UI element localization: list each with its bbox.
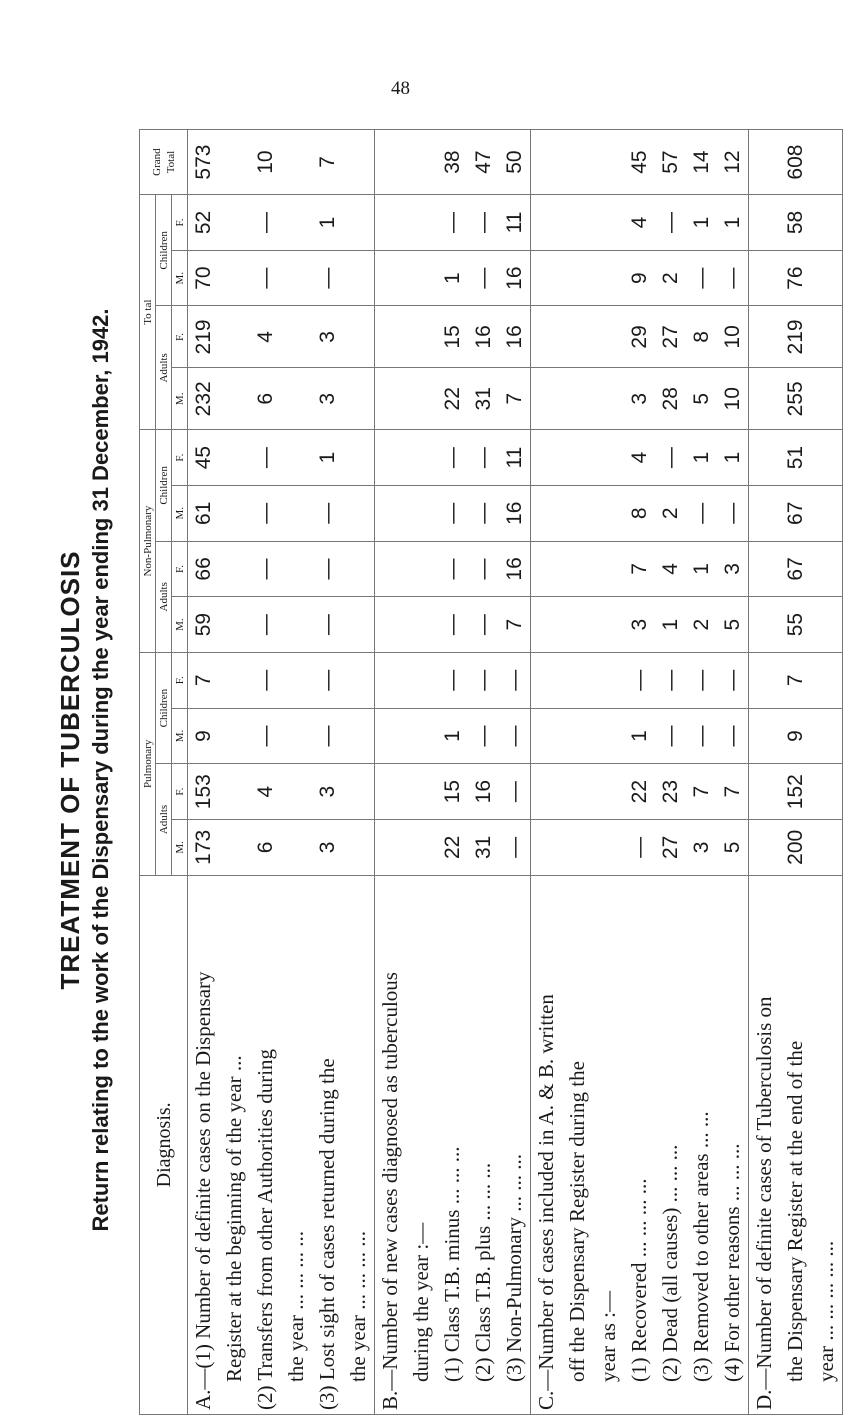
page-title: TREATMENT OF TUBERCULOSIS: [55, 550, 85, 990]
sex-m: M.: [172, 250, 188, 306]
total-adults-header: Adults: [156, 306, 172, 430]
row-c-line: year as :—: [596, 1291, 620, 1382]
pulm-adults-header: Adults: [156, 764, 172, 875]
row-c-line: off the Dispensary Register during the: [565, 1061, 589, 1382]
nonpulm-adults-header: Adults: [156, 541, 172, 652]
rotated-table-page: [55, 125, 838, 1415]
grand-total-line-2: Total: [164, 150, 177, 174]
table-cell: — — 7: [375, 597, 531, 653]
table-cell: — 27 3 5: [531, 820, 749, 876]
row-a-line: the year ... ... ... ...: [346, 1230, 370, 1382]
table-cell: 38 47 50: [375, 130, 531, 195]
total-children-header: Children: [156, 195, 172, 306]
row-d-labels: [749, 875, 843, 1414]
sex-m: M.: [172, 597, 188, 653]
table-cell: 9 — —: [188, 708, 375, 764]
row-b-line: (1) Class T.B. minus ... ... ...: [440, 1146, 464, 1382]
header-row-groups: [140, 130, 156, 1415]
row-c-line: (2) Dead (all causes) ... ... ...: [658, 1144, 682, 1382]
row-c-labels: [531, 875, 749, 1414]
table-cell: 573 10 7: [188, 130, 375, 195]
table-cell: 4 — 1 1: [531, 430, 749, 486]
grand-total-header: [140, 130, 188, 195]
row-d-line: the Dispensary Register at the end of the: [783, 1040, 807, 1382]
table-cell: 66 — —: [188, 541, 375, 597]
table-cell: 3 1 2 5: [531, 597, 749, 653]
table-cell: 7: [749, 652, 843, 708]
table-cell: 15 16 16: [375, 306, 531, 368]
page-subtitle: Return relating to the work of the Dispensary during the year ending 31 December, 1942.: [88, 308, 113, 1232]
table-cell: 58: [749, 195, 843, 251]
table-cell: 1 — — —: [531, 708, 749, 764]
table-cell: 7 — —: [188, 652, 375, 708]
row-d-line: D.—Number of definite cases of Tuberculosis on: [752, 996, 776, 1410]
table-cell: 22 31 —: [375, 820, 531, 876]
table-cell: 15 16 —: [375, 764, 531, 820]
table-cell: 22 31 7: [375, 368, 531, 430]
sex-m: M.: [172, 368, 188, 430]
sex-f: F.: [172, 306, 188, 368]
table-row-a: [188, 130, 375, 1415]
table-cell: 45 57 14 12: [531, 130, 749, 195]
table-cell: 152: [749, 764, 843, 820]
tuberculosis-return-table: [139, 129, 843, 1415]
sex-f: F.: [172, 652, 188, 708]
sex-m: M.: [172, 708, 188, 764]
row-a-line: Register at the beginning of the year ...: [222, 1055, 246, 1382]
page-number: 48: [391, 78, 410, 99]
table-cell: 1 — —: [375, 708, 531, 764]
row-a-line: (3) Lost sight of cases returned during the: [315, 1058, 339, 1410]
nonpulm-children-header: Children: [156, 430, 172, 541]
table-cell: 219: [749, 306, 843, 368]
table-cell: 255: [749, 368, 843, 430]
row-b-line: during the year :—: [409, 1222, 433, 1382]
non-pulmonary-header: Non-Pulmonary: [140, 430, 156, 653]
table-cell: 200: [749, 820, 843, 876]
table-cell: 59 — —: [188, 597, 375, 653]
row-a-line: (2) Transfers from other Authorities during: [253, 1048, 277, 1410]
table-row-d: [749, 130, 843, 1415]
diagnosis-header: Diagnosis.: [140, 875, 188, 1414]
table-cell: 219 4 3: [188, 306, 375, 368]
row-c-line: (1) Recovered ... ... ... ...: [627, 1178, 651, 1382]
table-cell: 22 23 7 7: [531, 764, 749, 820]
table-cell: 173 6 3: [188, 820, 375, 876]
pulmonary-header: Pulmonary: [140, 652, 156, 875]
row-d-line: year ... ... ... ... ...: [814, 1240, 838, 1382]
table-cell: — — 16: [375, 485, 531, 541]
table-cell: — — 11: [375, 195, 531, 251]
sex-f: F.: [172, 430, 188, 486]
table-row-b: [375, 130, 531, 1415]
row-b-line: B.—Number of new cases diagnosed as tuberculous: [378, 972, 402, 1410]
table-row-c: [531, 130, 749, 1415]
row-c-line: C.—Number of cases included in A. & B. written: [534, 994, 558, 1410]
table-cell: — — 11: [375, 430, 531, 486]
table-cell: — — — —: [531, 652, 749, 708]
table-cell: 55: [749, 597, 843, 653]
table-cell: 61 — —: [188, 485, 375, 541]
sex-m: M.: [172, 820, 188, 876]
heading: [55, 125, 114, 1415]
grand-total-line-1: Grand: [150, 148, 163, 176]
pulm-children-header: Children: [156, 652, 172, 763]
total-header: To tal: [140, 195, 156, 430]
table-cell: 51: [749, 430, 843, 486]
table-cell: 70 — —: [188, 250, 375, 306]
row-c-line: (3) Removed to other areas ... ...: [689, 1111, 713, 1382]
table-cell: 67: [749, 541, 843, 597]
table-cell: 4 — 1 1: [531, 195, 749, 251]
row-b-line: (2) Class T.B. plus ... ... ...: [471, 1162, 495, 1382]
sex-f: F.: [172, 541, 188, 597]
table-cell: 153 4 3: [188, 764, 375, 820]
sex-f: F.: [172, 195, 188, 251]
table-cell: 76: [749, 250, 843, 306]
table-cell: 67: [749, 485, 843, 541]
table-cell: — — —: [375, 652, 531, 708]
table-cell: 232 6 3: [188, 368, 375, 430]
table-cell: 1 — 16: [375, 250, 531, 306]
row-b-line: (3) Non-Pulmonary ... ... ...: [502, 1153, 526, 1382]
table-cell: 9: [749, 708, 843, 764]
row-c-line: (4) For other reasons ... ... ...: [720, 1143, 744, 1382]
row-a-line: the year ... ... ... ...: [284, 1230, 308, 1382]
row-b-labels: [375, 875, 531, 1414]
table-cell: — — 16: [375, 541, 531, 597]
table-cell: 7 4 1 3: [531, 541, 749, 597]
table-cell: 8 2 — —: [531, 485, 749, 541]
table-cell: 9 2 — —: [531, 250, 749, 306]
sex-m: M.: [172, 485, 188, 541]
sex-f: F.: [172, 764, 188, 820]
table-cell: 3 28 5 10: [531, 368, 749, 430]
table-cell: 29 27 8 10: [531, 306, 749, 368]
row-a-labels: [188, 875, 375, 1414]
table-cell: 52 — 1: [188, 195, 375, 251]
row-a-line: A.—(1) Number of definite cases on the Dispensary: [191, 971, 215, 1410]
table-cell: 608: [749, 130, 843, 195]
table-cell: 45 — 1: [188, 430, 375, 486]
